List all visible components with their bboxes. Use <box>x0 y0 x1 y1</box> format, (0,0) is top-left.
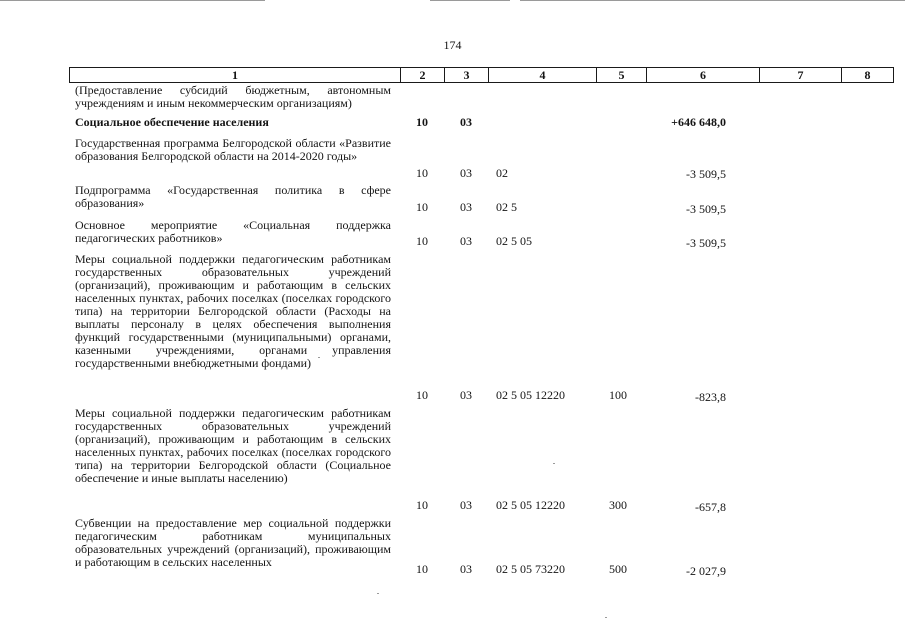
header-col-5: 5 <box>597 68 647 82</box>
cell-subsection: 03 <box>460 498 472 512</box>
table-header-row <box>69 67 894 83</box>
cell-amount: -3 509,5 <box>686 236 726 250</box>
header-col-6: 6 <box>647 68 760 82</box>
cell-target-code: 02 5 05 <box>496 234 532 248</box>
header-col-7: 7 <box>760 68 842 82</box>
row-description: Социальное обеспечение населения <box>75 115 269 129</box>
cell-subsection: 03 <box>460 562 472 576</box>
cell-amount: +646 648,0 <box>671 115 726 129</box>
row-description: Государственная программа Белгородской области «Развитие образования Белгородской области на 2014-2020 годы» <box>75 136 391 163</box>
cell-target-code: 02 5 05 12220 <box>496 498 565 512</box>
top-edge-line <box>430 0 510 1</box>
cell-section: 10 <box>416 498 428 512</box>
top-edge-line <box>0 0 265 1</box>
cell-subsection: 03 <box>460 388 472 402</box>
header-col-2: 2 <box>401 68 445 82</box>
cell-expense-type: 300 <box>609 498 627 512</box>
cell-subsection: 03 <box>460 200 472 214</box>
cell-subsection: 03 <box>460 234 472 248</box>
row-description: (Предоставление субсидий бюджетным, автономным учреждениям и иным некоммерческим организациям) <box>75 83 391 110</box>
page-number: 174 <box>443 38 462 52</box>
cell-target-code: 02 5 <box>496 200 517 214</box>
scan-speck <box>605 617 607 618</box>
cell-amount: -3 509,5 <box>686 167 726 181</box>
header-col-3: 3 <box>445 68 489 82</box>
cell-section: 10 <box>416 166 428 180</box>
top-edge-line <box>520 0 905 1</box>
cell-expense-type: 500 <box>609 562 627 576</box>
header-col-8: 8 <box>864 68 871 82</box>
cell-section: 10 <box>416 388 428 402</box>
cell-expense-type: 100 <box>609 388 627 402</box>
row-description: Меры социальной поддержки педагогическим работникам государственных образовательных учреждений (организаций), проживающим и работающим в сельских населенных пунктах, рабочих поселках (поселках городского типа) на территории Белгородской области (Расходы на выплаты персоналу в целях обеспечения выполнения функций государственными (муниципальными) органами, казенными учреждениями, органами управления государственными внебюджетными фондами) <box>75 252 391 370</box>
cell-amount: -2 027,9 <box>686 564 726 578</box>
cell-section: 10 <box>416 115 428 129</box>
scan-speck <box>318 357 320 358</box>
row-description: Меры социальной поддержки педагогическим работникам государственных образовательных учреждений (организаций), проживающим и работающим в сельских населенных пунктах, рабочих поселках (поселках городского типа) на территории Белгородской области (Социальное обеспечение и иные выплаты населению) <box>75 406 391 485</box>
cell-amount: -657,8 <box>695 500 726 514</box>
header-col-4: 4 <box>489 68 597 82</box>
cell-section: 10 <box>416 200 428 214</box>
header-col-1: 1 <box>70 68 401 82</box>
cell-target-code: 02 5 05 12220 <box>496 388 565 402</box>
cell-section: 10 <box>416 562 428 576</box>
cell-subsection: 03 <box>460 115 472 129</box>
cell-amount: -3 509,5 <box>686 202 726 216</box>
cell-section: 10 <box>416 234 428 248</box>
cell-amount: -823,8 <box>695 390 726 404</box>
cell-target-code: 02 <box>496 166 508 180</box>
row-description: Подпрограмма «Государственная политика в сфере образования» <box>75 183 391 210</box>
row-description: Основное мероприятие «Социальная поддержка педагогических работников» <box>75 218 391 245</box>
row-description: Субвенции на предоставление мер социальной поддержки педагогическим работникам муниципальных образовательных учреждений (организаций), проживающим и работающим в сельских населенных <box>75 516 391 569</box>
scan-speck <box>553 463 555 464</box>
scan-speck <box>377 593 379 594</box>
cell-subsection: 03 <box>460 166 472 180</box>
cell-target-code: 02 5 05 73220 <box>496 562 565 576</box>
